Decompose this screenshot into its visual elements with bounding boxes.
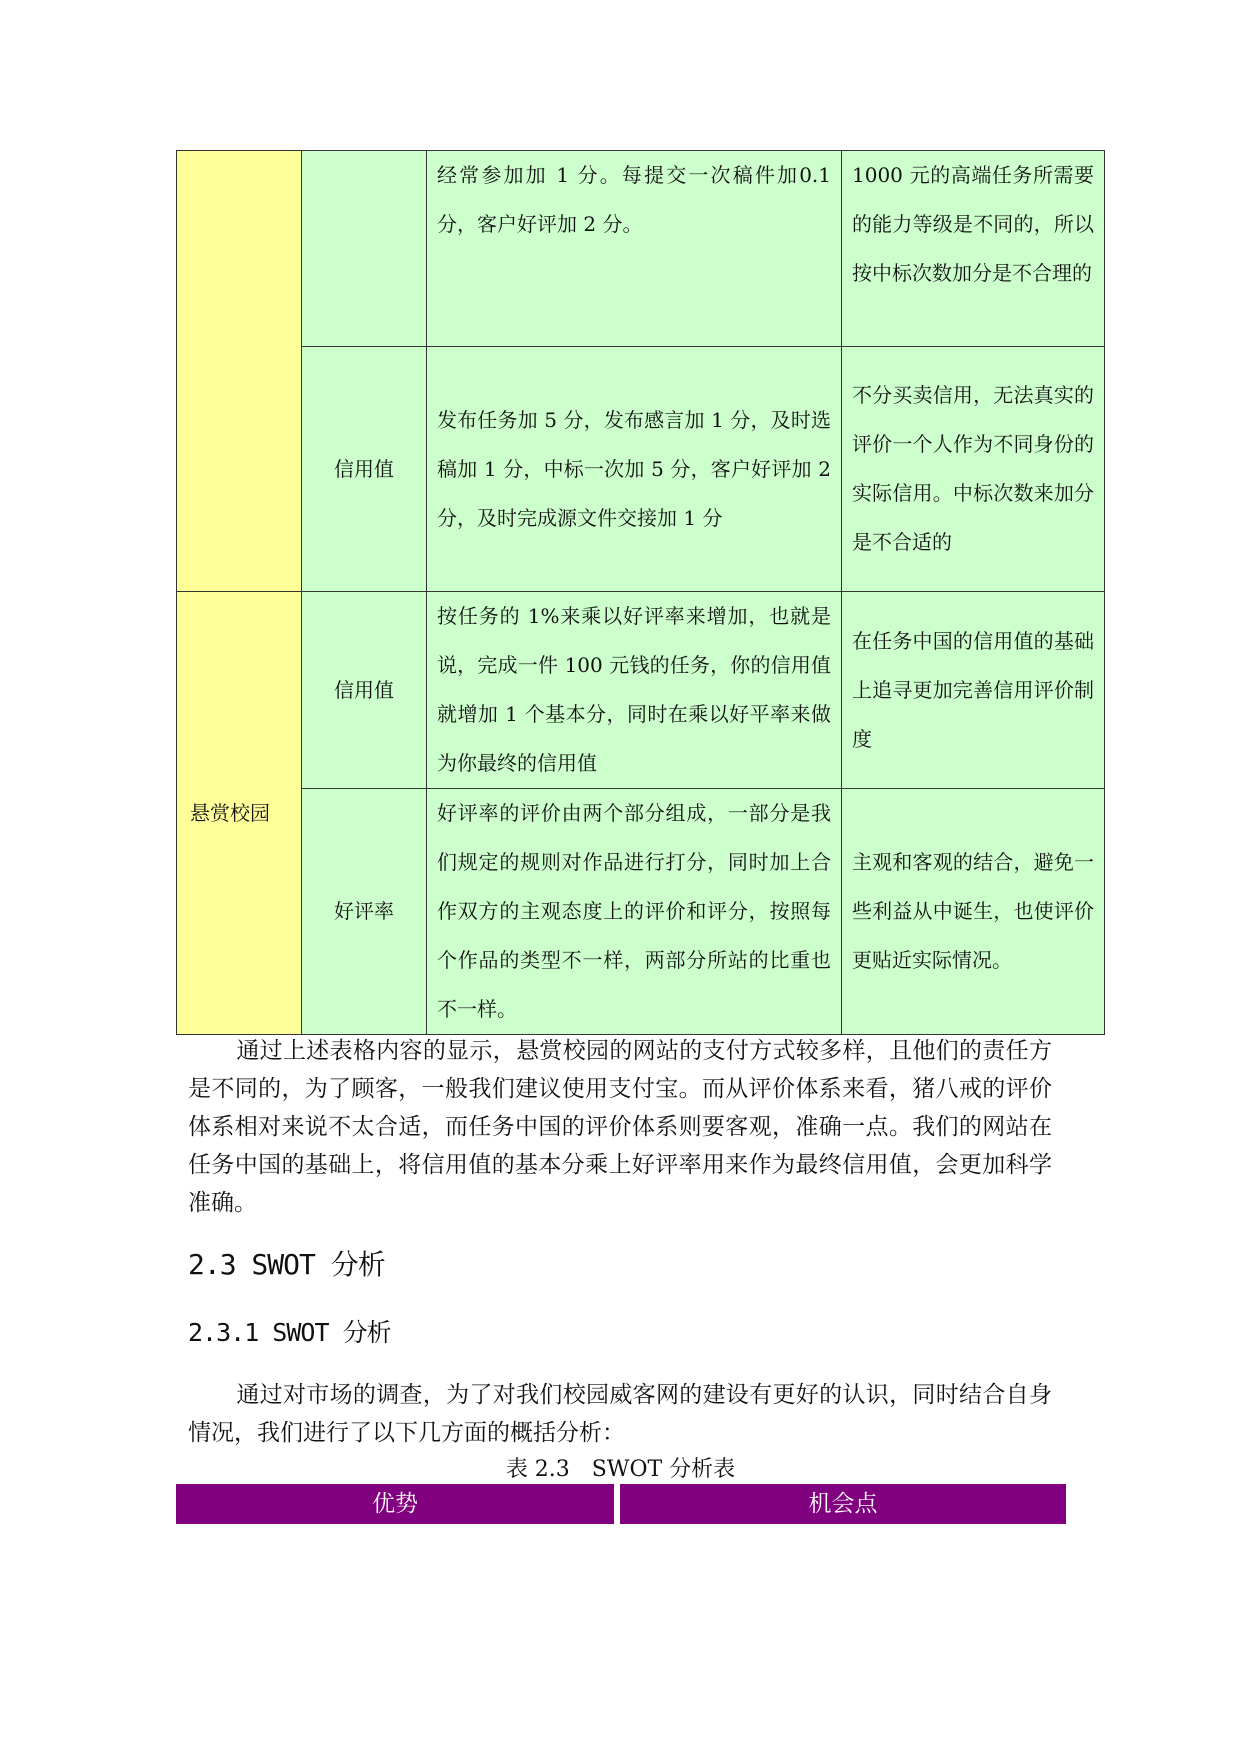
rule-cell: 按任务的 1%来乘以好评率来增加，也就是说，完成一件 100 元钱的任务，你的信用值就增加 1 个基本分，同时在乘以好平率来做为你最终的信用值 (427, 592, 842, 789)
paragraph-text: 通过上述表格内容的显示，悬赏校园的网站的支付方式较多样，且他们的责任方是不同的，为了顾客，一般我们建议使用支付宝。而从评价体系来看，猪八戒的评价体系相对来说不太合适，而任务中国的评价体系则要客观，准确一点。我们的网站在任务中国的基础上，将信用值的基本分乘上好评率用来作为最终信用值，会更加科学准确。 (188, 1038, 1052, 1216)
site-cell (177, 151, 302, 592)
section-heading: 2.3 SWOT 分析 (188, 1248, 385, 1281)
note-cell: 在任务中国的信用值的基础上追寻更加完善信用评价制度 (842, 592, 1105, 789)
item-cell: 信用值 (302, 347, 427, 592)
table-row (177, 592, 1105, 789)
swot-header-strengths: 优势 (176, 1484, 614, 1524)
body-paragraph (188, 1376, 1052, 1452)
table-caption: 表 2.3 SWOT 分析表 (505, 1457, 736, 1482)
site-cell: 悬赏校园 (177, 592, 302, 1035)
table-row (177, 347, 1105, 592)
swot-header-opportunities: 机会点 (620, 1484, 1066, 1524)
rule-cell: 发布任务加 5 分，发布感言加 1 分，及时选稿加 1 分，中标一次加 5 分，客户好评加 2 分，及时完成源文件交接加 1 分 (427, 347, 842, 592)
subsection-heading: 2.3.1 SWOT 分析 (188, 1318, 391, 1347)
comparison-table (176, 150, 1105, 1035)
note-cell: 1000 元的高端任务所需要的能力等级是不同的，所以按中标次数加分是不合理的 (842, 151, 1105, 347)
rule-cell: 好评率的评价由两个部分组成，一部分是我们规定的规则对作品进行打分，同时加上合作双方的主观态度上的评价和评分，按照每个作品的类型不一样，两部分所站的比重也不一样。 (427, 789, 842, 1035)
body-paragraph (188, 1032, 1052, 1222)
rule-cell: 经常参加加 1 分。每提交一次稿件加0.1 分，客户好评加 2 分。 (427, 151, 842, 347)
note-cell: 不分买卖信用，无法真实的评价一个人作为不同身份的实际信用。中标次数来加分是不合适的 (842, 347, 1105, 592)
item-cell: 信用值 (302, 592, 427, 789)
item-cell (302, 151, 427, 347)
paragraph-text: 通过对市场的调查，为了对我们校园威客网的建设有更好的认识，同时结合自身情况，我们进行了以下几方面的概括分析： (188, 1382, 1052, 1446)
item-cell: 好评率 (302, 789, 427, 1035)
table-row (177, 151, 1105, 347)
table-row (177, 789, 1105, 1035)
note-cell: 主观和客观的结合，避免一些利益从中诞生，也使评价更贴近实际情况。 (842, 789, 1105, 1035)
